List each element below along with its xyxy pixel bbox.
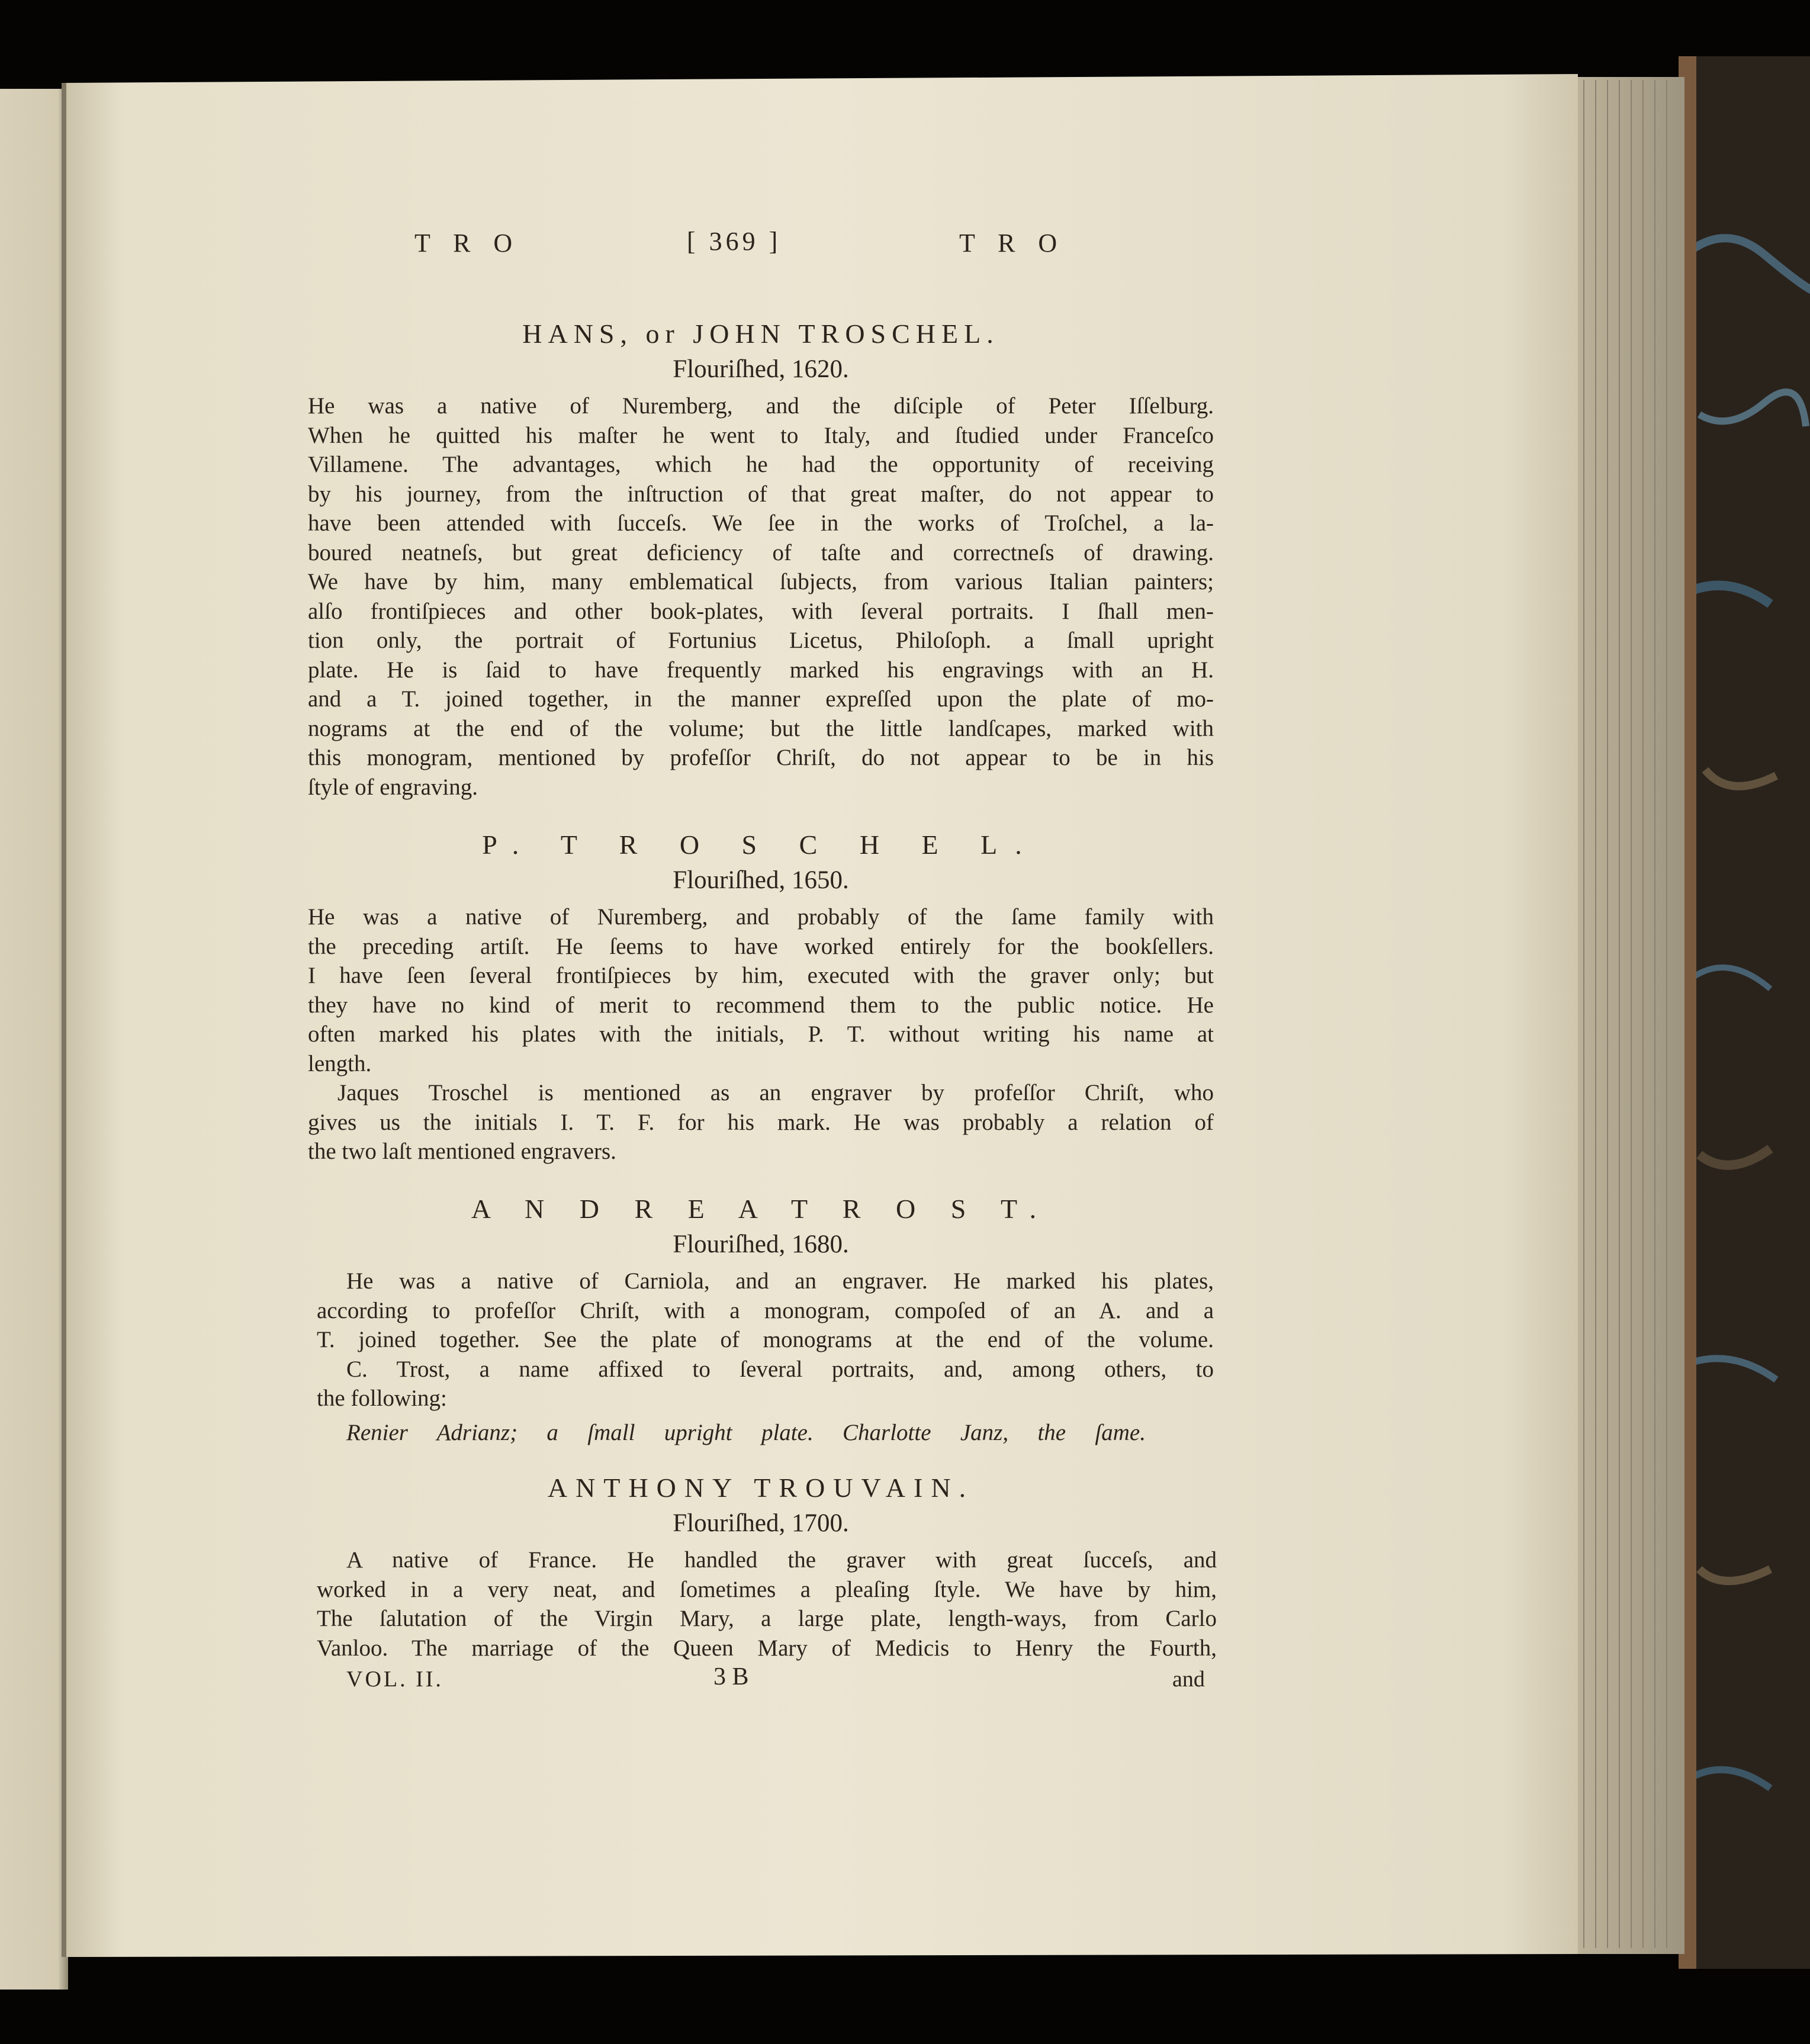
entry-heading: HANS, or JOHN TROSCHEL. xyxy=(522,319,999,349)
text-line: plate. He is ſaid to have frequently marked his engravings with an H. xyxy=(308,657,1214,683)
text-line: Jaques Troschel is mentioned as an engraver by profeſſor Chriſt, who xyxy=(337,1080,1214,1105)
text-line: the two laſt mentioned engravers. xyxy=(308,1139,616,1164)
catchword: and xyxy=(1172,1667,1205,1692)
text-line: I have ſeen ſeveral frontiſpieces by him, executed with the graver only; but xyxy=(308,963,1214,988)
flourished-date: Flouriſhed, 1620. xyxy=(673,355,849,383)
volume-label: VOL. II. xyxy=(346,1667,443,1692)
running-head-right: T R O xyxy=(959,229,1066,258)
text-line: He was a native of Nuremberg, and probably of the ſame family with xyxy=(308,904,1214,930)
text-line: according to profeſſor Chriſt, with a monogram, compoſed of an A. and a xyxy=(317,1298,1214,1323)
text-line: We have by him, many emblematical ſubjects, from various Italian painters; xyxy=(308,569,1214,594)
entry-heading: A N D R E A T R O S T. xyxy=(471,1194,1051,1224)
text-line: alſo frontiſpieces and other book-plates, with ſeveral portraits. I ſhall men- xyxy=(308,599,1214,624)
text-line: have been attended with ſucceſs. We ſee in the works of Troſchel, a la- xyxy=(308,510,1214,536)
text-line: by his journey, from the inſtruction of that great maſter, do not appear to xyxy=(308,481,1214,507)
text-line: the preceding artiſt. He ſeems to have worked entirely for the bookſellers. xyxy=(308,934,1214,959)
running-head-left: T R O xyxy=(414,229,521,258)
text-line: and a T. joined together, in the manner expreſſed upon the plate of mo- xyxy=(308,686,1214,712)
flourished-date: Flouriſhed, 1650. xyxy=(673,866,849,894)
text-line: He was a native of Nuremberg, and the diſciple of Peter Iſſelburg. xyxy=(308,393,1214,419)
text-line: A native of France. He handled the graver with great ſucceſs, and xyxy=(346,1547,1217,1573)
text-line: length. xyxy=(308,1051,372,1076)
text-line: ſtyle of engraving. xyxy=(308,774,478,800)
text-line: tion only, the portrait of Fortunius Licetus, Philoſoph. a ſmall upright xyxy=(308,628,1214,653)
text-line: boured neatneſs, but great deficiency of taſte and correctneſs of drawing. xyxy=(308,540,1214,565)
text-line: When he quitted his maſter he went to Italy, and ſtudied under Franceſco xyxy=(308,423,1214,448)
text-line: He was a native of Carniola, and an engraver. He marked his plates, xyxy=(346,1268,1214,1294)
text-line: gives us the initials I. T. F. for his mark. He was probably a relation of xyxy=(308,1110,1214,1135)
text-line: nograms at the end of the volume; but the little landſcapes, marked with xyxy=(308,716,1214,741)
signature-mark: 3 B xyxy=(713,1663,749,1691)
text-line: often marked his plates with the initials, P. T. without writing his name at xyxy=(308,1021,1214,1047)
text-line: this monogram, mentioned by profeſſor Chriſt, do not appear to be in his xyxy=(308,745,1214,770)
text-line: The ſalutation of the Virgin Mary, a large plate, length-ways, from Carlo xyxy=(317,1606,1217,1631)
text-line: T. joined together. See the plate of monograms at the end of the volume. xyxy=(317,1327,1214,1352)
text-line: C. Trost, a name affixed to ſeveral portraits, and, among others, to xyxy=(346,1357,1214,1382)
flourished-date: Flouriſhed, 1700. xyxy=(673,1509,849,1537)
flourished-date: Flouriſhed, 1680. xyxy=(673,1230,849,1258)
text-line: they have no kind of merit to recommend them to the public notice. He xyxy=(308,992,1214,1018)
text-line: Renier Adrianz; a ſmall upright plate. Charlotte Janz, the ſame. xyxy=(346,1420,1146,1445)
text-line: worked in a very neat, and ſometimes a pleaſing ſtyle. We have by him, xyxy=(317,1577,1217,1602)
page-number: [ 369 ] xyxy=(687,227,782,256)
text-line: Villamene. The advantages, which he had the opportunity of receiving xyxy=(308,452,1214,477)
entry-heading: ANTHONY TROUVAIN. xyxy=(547,1473,975,1503)
entry-heading: P. T R O S C H E L. xyxy=(482,830,1040,860)
text-line: Vanloo. The marriage of the Queen Mary of Medicis to Henry the Fourth, xyxy=(317,1635,1217,1661)
text-line: the following: xyxy=(317,1386,447,1411)
